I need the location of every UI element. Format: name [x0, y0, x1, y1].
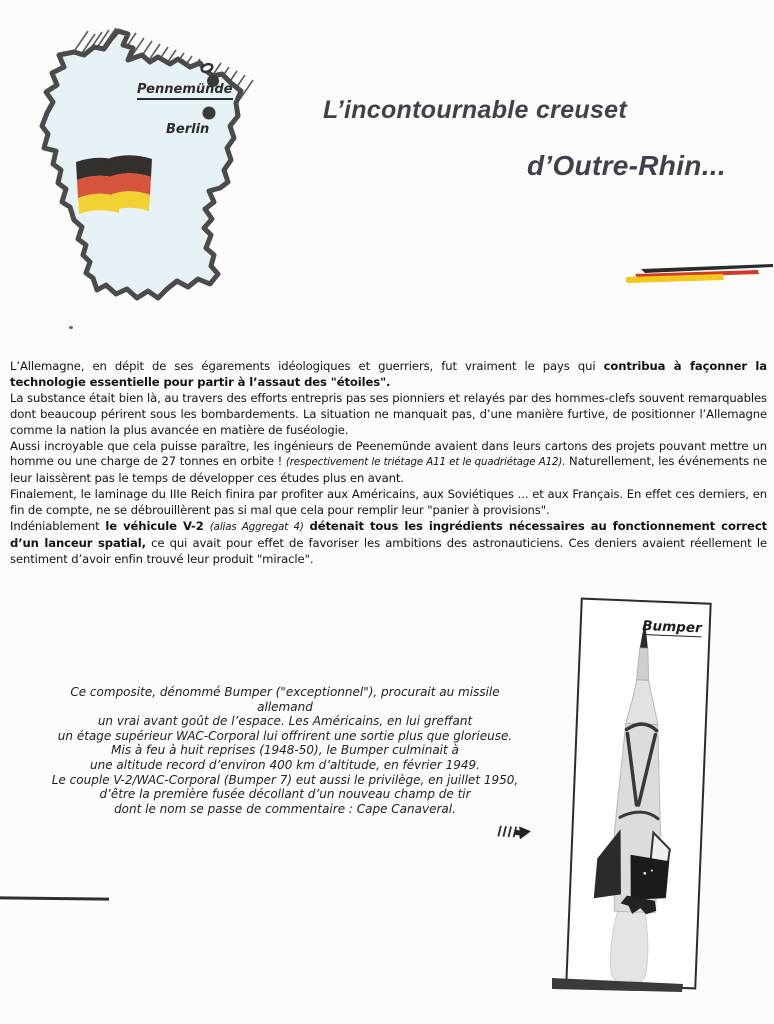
paragraph: La substance était bien là, au travers des efforts entrepris pas ses pionniers et relayés par des hommes-clefs souvent remarquables dont beaucoup périrent sous les bombardements. La situation ne manquait pas, d’une manière furtive, de positionner l’Allemagne comme la nation la plus avancée en matière de fuséologie.	[10, 390, 767, 437]
scan-artifact-line	[0, 896, 109, 900]
caption-line: Le couple V-2/WAC-Corporal (Bumper 7) eut aussi le privilège, en juillet 1950,	[51, 772, 519, 787]
caption-line: un étage supérieur WAC-Corporal lui offrirent une sortie plus que glorieuse.	[57, 728, 513, 743]
berlin-dot	[203, 107, 216, 120]
paragraph: L’Allemagne, en dépit de ses égarements idéologiques et guerriers, fut vraiment le pays qui contribua à façonner la technologie essentielle pour partir à l’assaut des "étoiles".	[10, 359, 767, 389]
map-label-berlin: Berlin	[166, 122, 210, 137]
caption-line: Mis à feu à huit reprises (1948-50), le Bumper culminait à	[111, 743, 459, 758]
caption-line: d’être la première fusée décollant d’un nouveau champ de tir	[99, 787, 471, 802]
flag-stripe-decoration-icon	[625, 260, 774, 290]
paragraph: Indéniablement le véhicule V-2 (alias Aggregat 4) détenait tous les ingrédients nécessaires au fonctionnement correct d’un lanceur spatial, ce qui avait pour effet de favoriser les ambitions des astronauticiens. Ces deniers avaient réellement le sentiment d’avoir enfin trouvé leur produit "miracle".	[10, 519, 768, 566]
bumper-figure-label: Bumper	[641, 618, 702, 637]
arrow-right-icon	[493, 817, 536, 848]
page-title-line1: L’incontournable creuset	[323, 96, 628, 124]
bumper-rocket-illustration	[567, 600, 709, 988]
germany-map	[28, 20, 263, 325]
caption-line: une altitude record d’environ 400 km d’altitude, en février 1949.	[90, 757, 480, 772]
caption-line: Ce composite, dénommé Bumper ("exceptionnel"), procurait au missile allemand	[70, 685, 500, 714]
scan-speck	[69, 326, 73, 329]
figure-shadow-bar	[550, 974, 692, 996]
paragraph: Finalement, le laminage du IIIe Reich finira par profiter aux Américains, aux Soviétiques ... et aux Français. En effet ces derniers, en fin de compte, ne se débrouillèrent pas si mal que cela pour remplir leur "panier à provisions".	[10, 487, 767, 518]
paragraph: Aussi incroyable que cela puisse paraître, les ingénieurs de Peenemünde avaient dans leurs cartons des projets pouvant mettre un homme ou une charge de 27 tonnes en orbite ! (respectivement le triétage A11 et le quadriétage A12). Naturellement, les événements ne leur laissèrent pas le temps de développer ces études plus en avant.	[10, 438, 768, 486]
article-text	[10, 359, 767, 568]
bumper-caption	[48, 685, 522, 816]
map-label-peenemunde: Pennemünde	[137, 82, 233, 100]
caption-line: dont le nom se passe de commentaire : Cape Canaveral.	[114, 801, 456, 816]
german-flag-icon	[76, 155, 152, 214]
page-title-line2: d’Outre-Rhin...	[527, 150, 726, 181]
caption-line: un vrai avant goût de l’espace. Les Américains, en lui greffant	[97, 714, 473, 729]
bumper-figure	[565, 598, 711, 990]
